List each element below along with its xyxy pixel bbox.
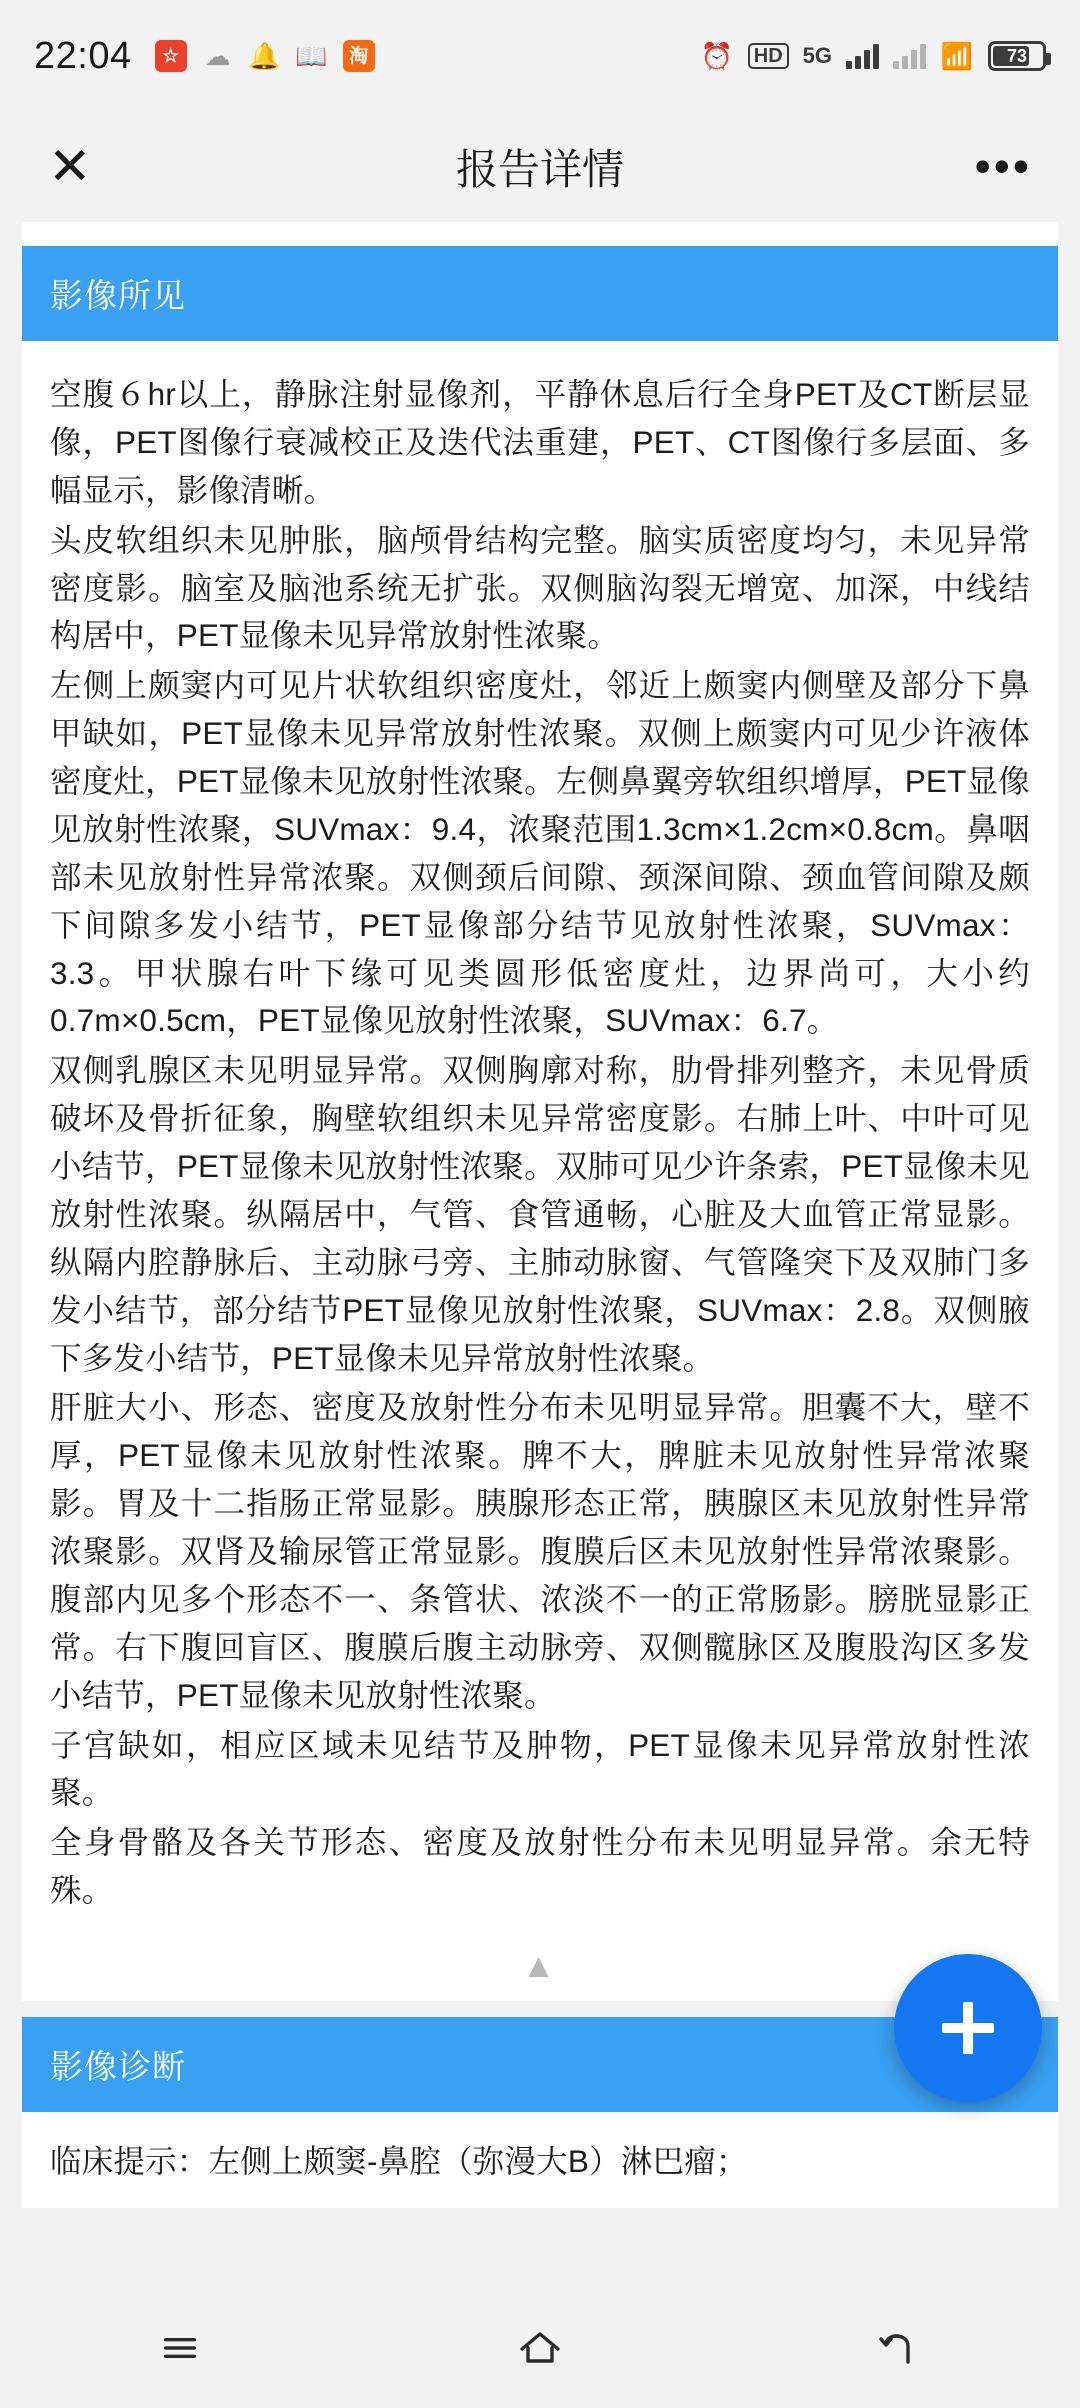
report-scroll-area[interactable] [0,222,1080,2288]
findings-paragraph: 肝脏大小、形态、密度及放射性分布未见明显异常。胆囊不大，壁不厚，PET显像未见放射性浓聚。脾不大，脾脏未见放射性异常浓聚影。胃及十二指肠正常显影。胰腺形态正常，胰腺区未见放射性异常浓聚影。双肾及输尿管正常显影。腹膜后区未见放射性异常浓聚影。腹部内见多个形态不一、条管状、浓淡不一的正常肠影。膀胱显影正常。右下腹回盲区、腹膜后腹主动脉旁、双侧髋脉区及腹股沟区多发小结节，PET显像未见放射性浓聚。 [50,1389,1030,1713]
system-nav-bar [0,2288,1080,2408]
findings-section-body [22,341,1058,1943]
signal-bars-dim-icon [893,43,926,69]
recents-button[interactable] [120,2288,240,2408]
findings-paragraph: 子宫缺如，相应区域未见结节及肿物，PET显像未见异常放射性浓聚。 [50,1726,1030,1811]
battery-level-label: 73 [1006,45,1028,66]
alarm-icon: ⏰ [700,41,733,71]
signal-bars-icon [846,43,879,69]
home-button[interactable] [480,2288,600,2408]
hd-icon: HD [748,43,789,69]
app-badge-icon: ☆ [154,39,188,73]
network-type-label: 5G [802,43,832,68]
status-bar [0,0,1080,112]
back-button[interactable] [840,2288,960,2408]
cloud-icon: ☁ [204,41,231,71]
status-left-icons [154,39,376,73]
card-top-edge [22,222,1058,246]
wifi-icon: 📶 [940,41,974,71]
plus-icon [932,1992,1004,2064]
findings-paragraph: 头皮软组织未见肿胀，脑颅骨结构完整。脑实质密度均匀，未见异常密度影。脑室及脑池系统无扩张。双侧脑沟裂无增宽、加深，中线结构居中，PET显像未见异常放射性浓聚。 [50,521,1030,654]
diagnosis-section-body [22,2112,1058,2208]
status-right-icons [700,39,1046,73]
back-icon [872,2320,928,2376]
chevron-up-icon: ▲ [521,1947,559,1985]
page-title: 报告详情 [455,146,624,193]
findings-section-header: 影像所见 [22,246,1058,341]
bell-icon: 🔔 [248,41,281,71]
findings-paragraph: 左侧上颇窦内可见片状软组织密度灶，邻近上颇窦内侧壁及部分下鼻甲缺如，PET显像未见异常放射性浓聚。双侧上颇窦内可见少许液体密度灶，PET显像未见放射性浓聚。左侧鼻翼旁软组织增厚，PET显像见放射性浓聚，SUVmax：9.4，浓聚范围1.3cm×1.2cm×0.8cm。鼻咽部未见放射性异常浓聚。双侧颈后间隙、颈深间隙、颈血管间隙及颇下间隙多发小结节，PET显像部分结节见放射性浓聚，SUVmax：3.3。甲状腺右叶下缘可见类圆形低密度灶，边界尚可，大小约0.7m×0.5cm，PET显像见放射性浓聚，SUVmax：6.7。 [50,667,1030,1039]
diagnosis-text: 临床提示：左侧上颇窦-鼻腔（弥漫大B）淋巴瘤； [50,2143,748,2179]
app-header [0,112,1080,222]
findings-paragraph: 空腹６hr以上，静脉注射显像剂，平静休息后行全身PET及CT断层显像，PET图像行衰减校正及迭代法重建，PET、CT图像行多层面、多幅显示，影像清晰。 [50,376,1030,508]
findings-paragraph: 全身骨骼及各关节形态、密度及放射性分布未见明显异常。余无特殊。 [50,1824,1030,1909]
close-icon[interactable]: ✕ [48,138,92,196]
status-time: 22:04 [34,34,132,77]
taobao-icon: 淘 [342,39,376,73]
add-button[interactable] [894,1954,1042,2102]
findings-paragraph: 双侧乳腺区未见明显异常。双侧胸廓对称，肋骨排列整齐，未见骨质破坏及骨折征象，胸壁软组织未见异常密度影。右肺上叶、中叶可见小结节，PET显像未见放射性浓聚。双肺可见少许条索，PET显像未见放射性浓聚。纵隔居中，气管、食管通畅，心脏及大血管正常显影。纵隔内腔静脉后、主动脉弓旁、主肺动脉窗、气管隆突下及双肺门多发小结节，部分结节PET显像见放射性浓聚，SUVmax：2.8。双侧腋下多发小结节，PET显像未见异常放射性浓聚。 [50,1052,1030,1376]
findings-card [22,246,1058,2001]
diagnosis-section-header: 影像诊断 [22,2017,1058,2112]
more-options-icon[interactable]: ••• [974,140,1032,193]
book-icon: 📖 [295,41,328,71]
battery-icon [988,41,1046,71]
home-icon [512,2320,568,2376]
menu-icon [152,2320,208,2376]
